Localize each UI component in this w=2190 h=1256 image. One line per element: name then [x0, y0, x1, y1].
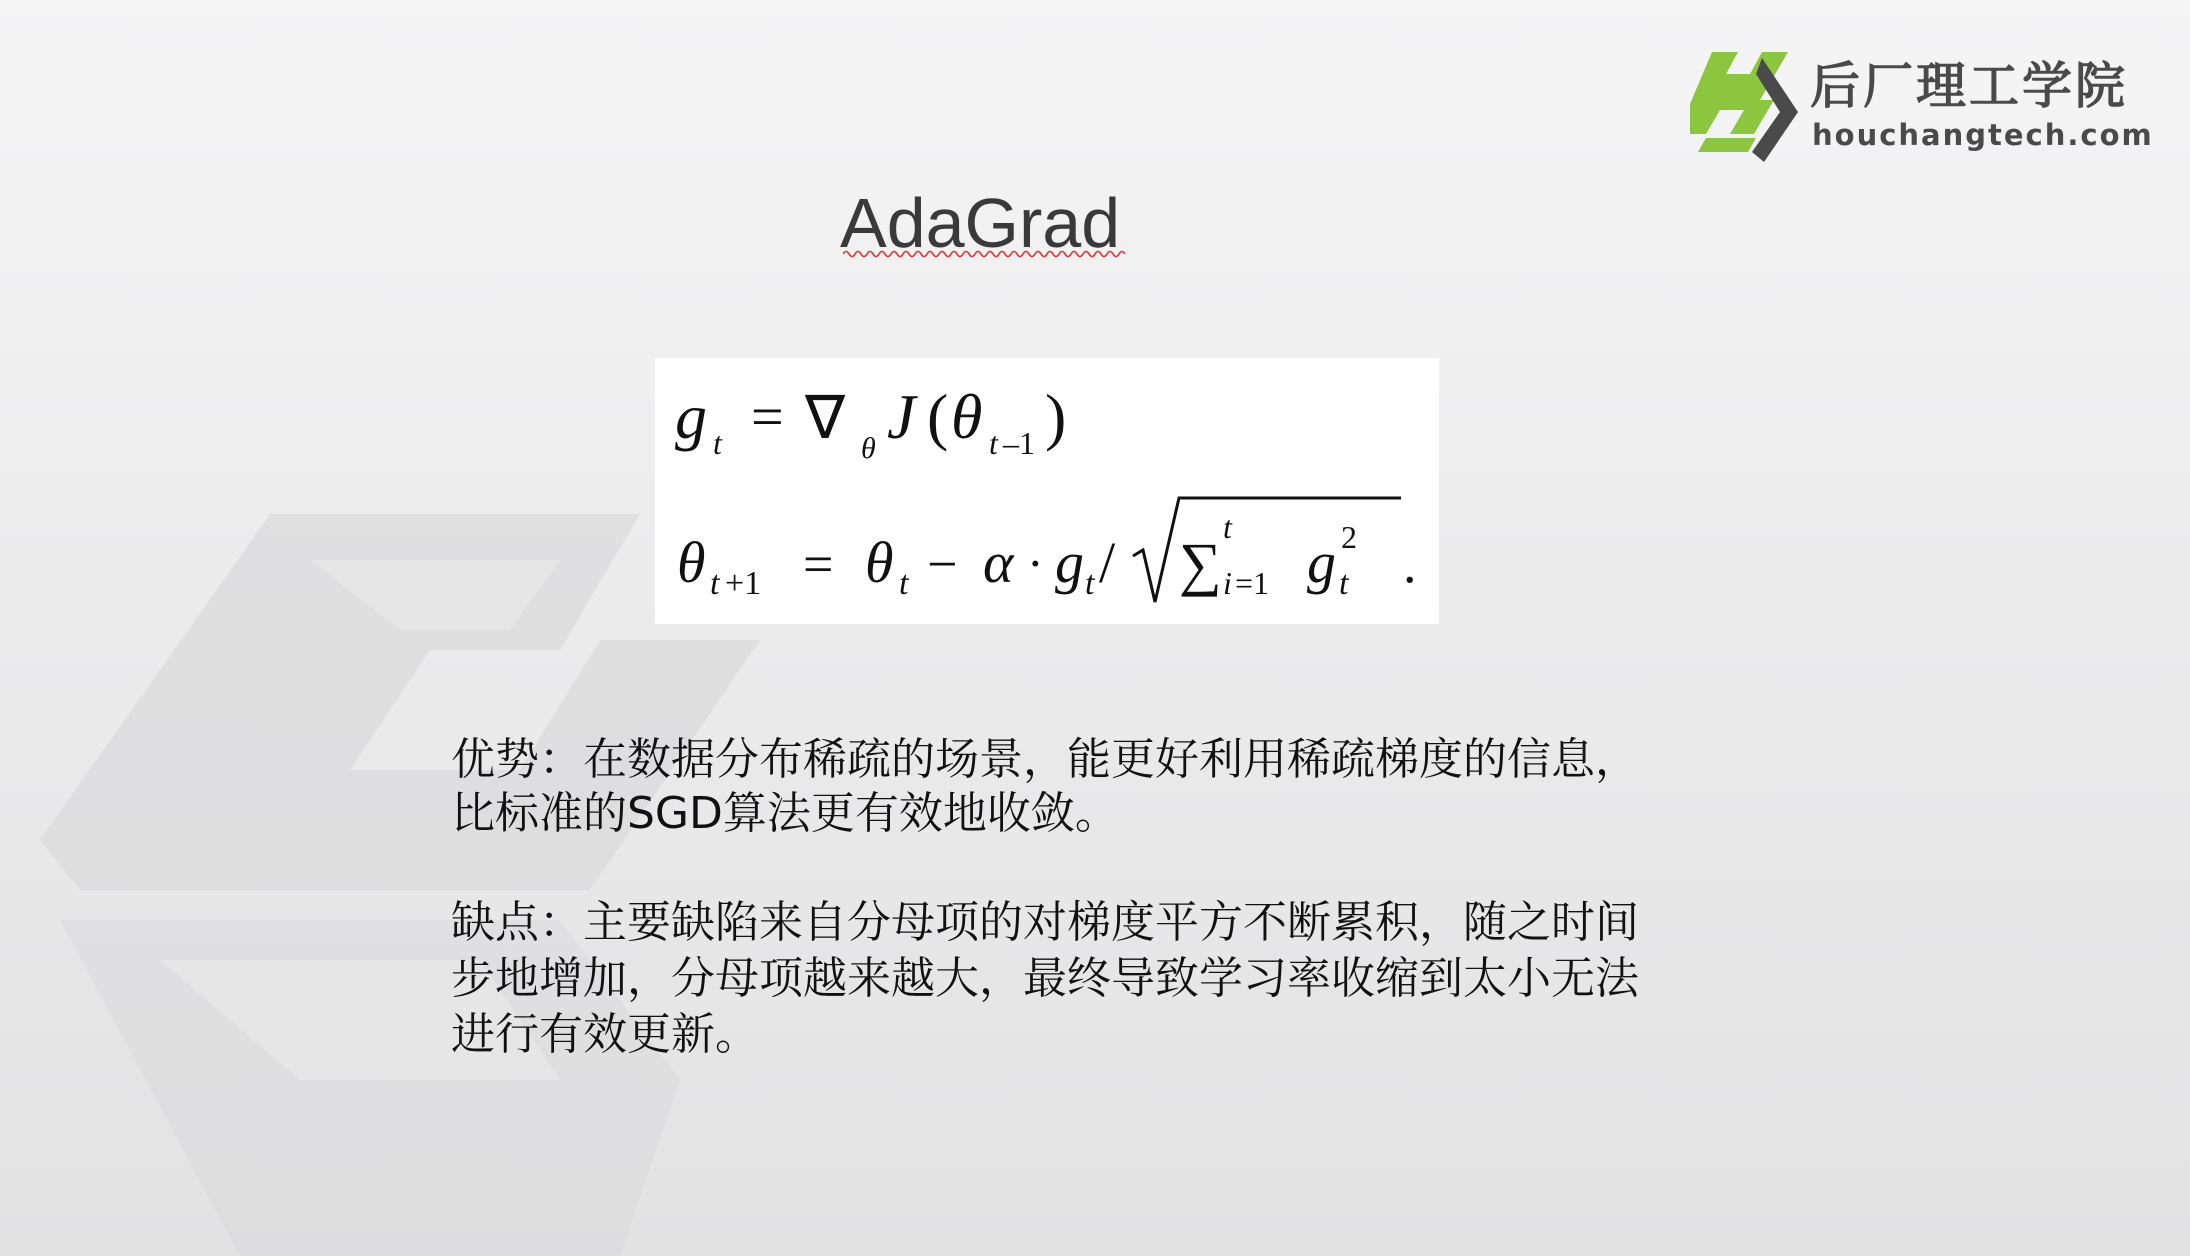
logo-mark-icon [1690, 52, 1800, 162]
svg-text:t: t [713, 425, 722, 461]
svg-text:=: = [751, 384, 784, 449]
svg-text:·: · [1027, 535, 1044, 591]
svg-text:t: t [1085, 565, 1095, 602]
svg-text:2: 2 [1341, 519, 1357, 555]
svg-text:(: ( [927, 381, 949, 452]
advantages-paragraph [451, 733, 1751, 841]
svg-text:∇: ∇ [805, 385, 846, 451]
svg-text:g: g [1055, 530, 1084, 595]
advantages-line-2: 比标准的SGD算法更有效地收敛。 [451, 788, 1119, 839]
svg-text:t: t [899, 565, 909, 602]
svg-text:): ) [1045, 381, 1067, 452]
slide-title: AdaGrad [840, 184, 1121, 262]
formula-line-1 [675, 381, 1066, 465]
svg-text:−: − [927, 534, 958, 594]
svg-text:t: t [1339, 565, 1349, 602]
svg-text:=: = [803, 534, 834, 594]
formula-image [655, 358, 1439, 624]
disadvantages-paragraph [451, 895, 1751, 1063]
disadvantages-line-1: 缺点：主要缺陷来自分母项的对梯度平方不断累积，随之时间 [451, 897, 1639, 948]
svg-text:θ: θ [951, 381, 983, 452]
svg-text:∑: ∑ [1179, 531, 1222, 597]
svg-text:g: g [1307, 530, 1336, 595]
svg-text:J: J [887, 381, 916, 452]
formula-render [655, 358, 1439, 624]
brand-logo [1690, 52, 2154, 162]
disadvantages-line-3: 进行有效更新。 [451, 1009, 759, 1060]
svg-text:α: α [983, 530, 1014, 595]
advantages-line-1: 优势：在数据分布稀疏的场景，能更好利用稀疏梯度的信息， [451, 734, 1639, 785]
svg-text:θ: θ [861, 432, 876, 465]
svg-text:t: t [1223, 509, 1232, 545]
svg-text:/: / [1099, 530, 1116, 595]
svg-text:θ: θ [677, 530, 706, 595]
disadvantages-line-2: 步地增加，分母项越来越大，最终导致学习率收缩到太小无法 [451, 953, 1639, 1004]
svg-text:θ: θ [865, 530, 894, 595]
svg-text:–1: –1 [1003, 425, 1035, 461]
svg-text:t: t [989, 425, 998, 461]
svg-text:g: g [675, 381, 707, 452]
svg-text:+1: +1 [725, 565, 762, 602]
logo-url: houchangtech.com [1812, 118, 2154, 152]
svg-text:i: i [1223, 565, 1232, 601]
svg-text:t: t [710, 565, 720, 602]
body-text [451, 733, 1751, 1117]
svg-text:=1: =1 [1235, 565, 1270, 601]
svg-text:.: . [1403, 534, 1417, 594]
formula-line-2 [677, 498, 1417, 602]
spellcheck-underline [843, 248, 1129, 258]
logo-name: 后厂理工学院 [1810, 57, 2128, 115]
